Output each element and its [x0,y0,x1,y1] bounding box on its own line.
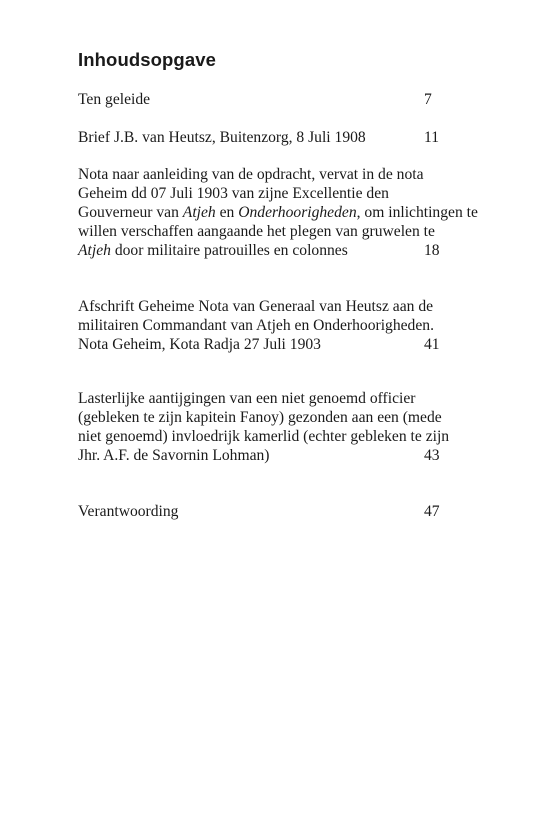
toc-entry-verantwoording [78,502,478,521]
toc-entry-page-number: 47 [424,503,440,520]
toc-entry-text: Gouverneur van [78,204,183,221]
toc-entry-title: Verantwoording [78,503,179,520]
toc-entry-line: militairen Commandant van Atjeh en Onderhoorigheden. [78,317,434,334]
toc-entry-line [78,241,478,260]
toc-entry-italic-text: Onderhoorigheden [238,204,357,221]
toc-entry-line: willen verschaffen aangaande het plegen van gruwelen te [78,223,435,240]
toc-entry-text: door militaire patrouilles en colonnes [110,242,348,259]
page-title: Inhoudsopgave [78,49,216,70]
toc-entry-italic-text: Atjeh [182,204,216,221]
toc-entry-line [78,335,478,354]
toc-entry-line: Lasterlijke aantijgingen van een niet genoemd officier [78,390,416,407]
toc-entry-title: Brief J.B. van Heutsz, Buitenzorg, 8 Juli 1908 [78,129,366,146]
toc-entry-nota [78,165,478,260]
toc-entry-ten-geleide [78,90,478,109]
toc-entry-afschrift [78,297,478,354]
toc-entry-text: Jhr. A.F. de Savornin Lohman) [78,447,270,464]
toc-entry-page-number: 11 [424,129,440,146]
toc-entry-line [78,446,478,465]
toc-entry-brief [78,128,478,147]
toc-entry-line [78,502,478,521]
toc-entry-text: en [215,204,239,221]
toc-entry-page-number: 43 [424,447,440,464]
toc-entry-lasterlijke [78,389,478,465]
toc-entry-page-number: 18 [424,242,440,259]
toc-entry-title: Ten geleide [78,91,151,108]
toc-entry-page-number: 7 [424,91,432,108]
toc-entry-line: Nota naar aanleiding van de opdracht, vervat in de nota [78,166,424,183]
toc-entry-text: , om inlichtingen te [356,204,478,221]
toc-entry-line: niet genoemd) invloedrijk kamerlid (echter gebleken te zijn [78,428,450,445]
toc-entry-italic-text: Atjeh [78,242,111,259]
toc-entry-text: Nota Geheim, Kota Radja 27 Juli 1903 [78,336,321,353]
toc-entry-line: Afschrift Geheime Nota van Generaal van Heutsz aan de [78,298,434,315]
toc-entry-line [78,203,478,222]
toc-entry-line: Geheim dd 07 Juli 1903 van zijne Excellentie den [78,185,389,202]
toc-entry-line [78,90,478,109]
toc-entry-line: (gebleken te zijn kapitein Fanoy) gezonden aan een (mede [78,409,442,426]
toc-entry-page-number: 41 [424,336,440,353]
toc-entry-line [78,128,478,147]
